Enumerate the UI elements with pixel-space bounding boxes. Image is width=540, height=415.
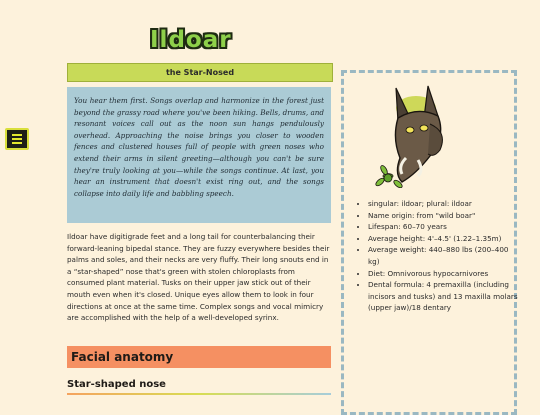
list-item: • Average height: 4'–4.5' (1.22–1.35m)	[368, 233, 518, 245]
section-heading-facial-anatomy: Facial anatomy	[67, 346, 331, 368]
list-item: • singular: ildoar; plural: ildoar	[368, 198, 518, 210]
menu-button[interactable]	[5, 128, 29, 150]
page-subtitle: the Star-Nosed	[67, 63, 333, 82]
description-paragraph: Ildoar have digitigrade feet and a long tail for counterbalancing their forward-leaning bipedal stance. They are fuzzy everywhere besides their palms and soles, and their necks are very fluffy. Their long snouts end in a “star-shaped” nose that's green with stolen chloroplasts from consumed plant material. Tusks on their upper jaw stick out of their mouth even when it's closed. Unique eyes allow them to look in four directions at once at the same time. Complex songs and vocal mimicry are accomplished with the help of a well-developed syrinx.	[67, 232, 330, 323]
list-item: • Lifespan: 60–70 years	[368, 221, 518, 233]
page-title: Ildoar	[150, 27, 232, 53]
list-item: • Name origin: from "wild boar"	[368, 210, 518, 222]
list-item: • Average weight: 440–880 lbs (200–400 kg)	[368, 244, 518, 267]
subsection-heading-star-nose: Star-shaped nose	[67, 379, 166, 390]
list-item: • Dental formula: 4 premaxilla (including incisors and tusks) and 13 maxilla molars (upper jaw)/18 dentary	[368, 279, 518, 314]
subsection-divider	[67, 393, 331, 395]
list-item: • Diet: Omnivorous hypocarnivores	[368, 268, 518, 280]
intro-blurb: You hear them first. Songs overlap and harmonize in the forest just beyond the grassy road where you've been hiking. Bells, drums, and resonant voices call out as the noon sun hangs pendulously overhead. Approaching the noise brings you closer to wooden fences and clustered houses full of people with green noses who extend their arms in silent greeting—although you can't be sure they're truly looking at you—while the songs continue. At last, you hear an instrument that doesn't exist ring out, and the songs collapse into daily life and babbling speech.	[67, 87, 331, 223]
facts-list	[354, 198, 518, 314]
ildoar-portrait-illustration	[358, 78, 478, 188]
